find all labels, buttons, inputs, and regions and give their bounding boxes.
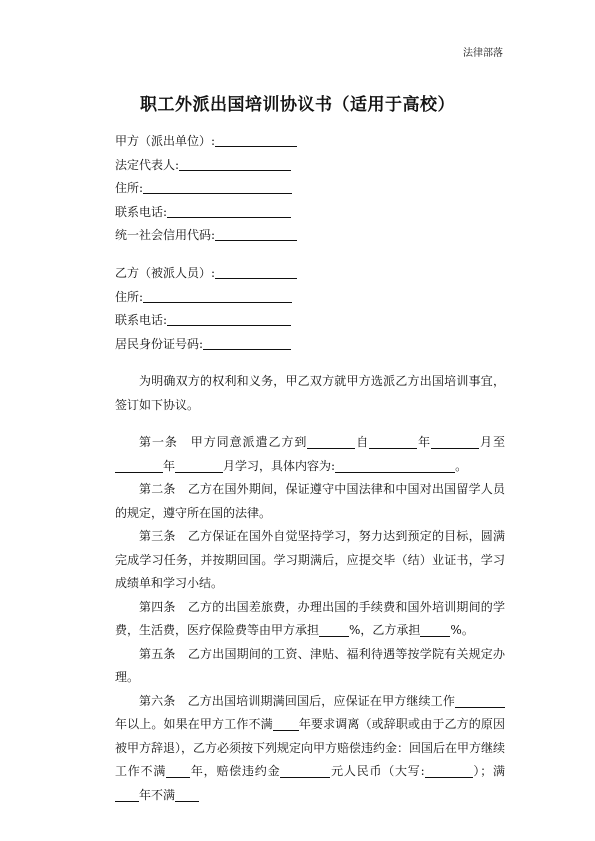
party-a-rep-label: 法定代表人: xyxy=(115,157,180,172)
article-4-party-b-percent-blank[interactable] xyxy=(420,621,450,637)
party-a-phone-row xyxy=(115,201,297,225)
party-a-block xyxy=(115,130,297,248)
article-3: 第三条 乙方保证在国外自觉坚持学习，努力达到预定的目标，圆满完成学习任务，并按期回国。学习期满后，应提交毕（结）业证书，学习成绩单和学习小结。 xyxy=(115,529,505,590)
article-6-text-1: 第六条 乙方出国培训期满回国后，应保证在甲方继续工作 xyxy=(139,693,455,708)
article-4-text: 第四条 乙方的出国差旅费，办理出国的手续费和国外培训期间的学费，生活费，医疗保险费等由甲方承担 xyxy=(115,599,505,637)
article-1-from-text: 自 xyxy=(355,435,370,449)
header-source: 法律部落 xyxy=(463,48,503,59)
article-1-year-text: 年 xyxy=(417,435,432,449)
article-6 xyxy=(115,690,505,808)
article-1-end-year-blank-a[interactable] xyxy=(115,457,139,473)
article-4-party-a-percent-blank[interactable] xyxy=(319,621,349,637)
article-1-content-blank[interactable] xyxy=(335,457,455,473)
article-1-end-month-blank[interactable] xyxy=(175,457,223,473)
party-b-id-label: 居民身份证号码: xyxy=(115,336,204,351)
party-a-name-field[interactable] xyxy=(215,131,297,147)
party-a-phone-field[interactable] xyxy=(167,202,291,218)
article-6-text-4: 年，赔偿违约金 xyxy=(190,764,281,778)
article-2: 第二条 乙方在国外期间，保证遵守中国法律和中国对出国留学人员的规定，遵守所在国的法律。 xyxy=(115,482,505,520)
article-6-text-3: 年要求调离（或辞职或由于乙方的原因被甲方辞退），乙方必须按下列规定向甲方赔偿违约金：回国后在甲方继续工作不满 xyxy=(115,717,506,778)
article-6-tier1-years-blank[interactable] xyxy=(166,762,190,778)
article-6-text-6: ）；满 xyxy=(472,764,505,778)
party-b-name-field[interactable] xyxy=(215,263,297,279)
party-a-name-label: 甲方（派出单位）: xyxy=(115,134,216,148)
party-b-name-row xyxy=(115,262,297,286)
contract-body xyxy=(115,370,505,807)
article-6-service-years-blank[interactable] xyxy=(455,692,505,708)
party-a-address-row xyxy=(115,177,297,201)
party-a-rep-field[interactable] xyxy=(179,155,291,171)
party-b-block xyxy=(115,262,297,356)
party-b-address-label: 住所: xyxy=(115,289,144,304)
article-5: 第五条 乙方出国期间的工资、津贴、福利待遇等按学院有关规定办理。 xyxy=(115,646,505,684)
party-a-address-label: 住所: xyxy=(115,181,144,195)
article-1-start-month-blank[interactable] xyxy=(431,433,479,449)
article-4-party-b-text: %，乙方承担 xyxy=(349,623,421,637)
party-a-credit-code-field[interactable] xyxy=(215,225,297,241)
party-b-address-field[interactable] xyxy=(143,287,292,303)
party-b-id-row xyxy=(115,333,297,357)
article-1 xyxy=(115,431,505,478)
article-1-text: 第一条 甲方同意派遣乙方到 xyxy=(139,435,308,449)
party-b-address-row xyxy=(115,286,297,310)
article-1-start-year-blank[interactable] xyxy=(369,433,417,449)
article-1-year2-text: 年 xyxy=(163,458,176,473)
article-1-destination-blank[interactable] xyxy=(307,433,355,449)
article-1-end-year-blank-b[interactable] xyxy=(139,457,163,473)
party-a-name-row xyxy=(115,130,297,154)
article-6-text-5: 元人民币（大写: xyxy=(330,764,425,778)
article-6-penalty-uppercase-blank[interactable] xyxy=(425,762,473,778)
document-title: 职工外派出国培训协议书（适用于高校） xyxy=(140,95,455,115)
article-1-month-to-text: 月至 xyxy=(479,435,505,449)
preamble: 为明确双方的权利和义务，甲乙双方就甲方选派乙方出国培训事宜，签订如下协议。 xyxy=(115,374,505,412)
article-6-min-years-blank[interactable] xyxy=(273,715,299,731)
article-4 xyxy=(115,596,505,643)
party-b-id-field[interactable] xyxy=(203,334,291,350)
party-b-phone-field[interactable] xyxy=(167,310,291,326)
article-1-content-text: 月学习，具体内容为: xyxy=(223,458,336,473)
article-6-tier2-max-blank[interactable] xyxy=(175,786,199,802)
article-1-end-text: 。 xyxy=(455,458,468,473)
party-a-phone-label: 联系电话: xyxy=(115,204,168,219)
party-b-name-label: 乙方（被派人员）: xyxy=(115,266,216,280)
article-6-text-7: 年不满 xyxy=(139,787,176,802)
article-4-end-text: %。 xyxy=(450,623,474,637)
party-b-phone-label: 联系电话: xyxy=(115,313,168,327)
party-a-rep-row xyxy=(115,154,297,178)
party-b-phone-row xyxy=(115,309,297,333)
party-a-credit-code-label: 统一社会信用代码: xyxy=(115,228,216,242)
party-a-credit-code-row xyxy=(115,224,297,248)
article-6-text-2: 年以上。如果在甲方工作不满 xyxy=(115,717,273,731)
article-6-tier2-min-blank[interactable] xyxy=(115,786,139,802)
article-6-penalty-amount-blank[interactable] xyxy=(280,762,330,778)
party-a-address-field[interactable] xyxy=(143,178,292,194)
